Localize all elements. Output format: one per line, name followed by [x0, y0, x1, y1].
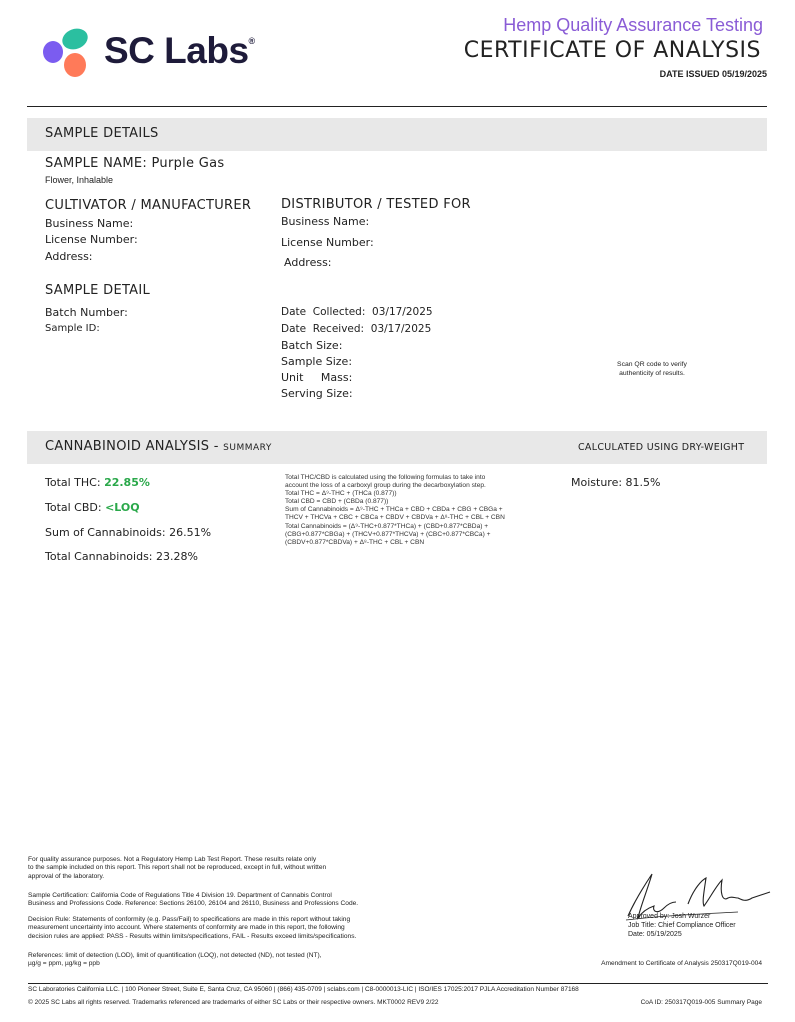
sample-details-heading: SAMPLE DETAILS — [45, 126, 159, 141]
moisture: Moisture: 81.5% — [571, 476, 661, 489]
date-collected: Date Collected: 03/17/2025 — [281, 306, 433, 318]
distributor-address: Address: — [284, 256, 332, 269]
coa-id: CoA ID: 250317Q019-005 Summary Page — [640, 999, 762, 1006]
references — [28, 952, 428, 969]
sample-name: SAMPLE NAME: Purple Gas — [45, 156, 225, 171]
formula-line: Total THC/CBD is calculated using the following formulas to take into — [285, 474, 486, 481]
brand-name: SC Labs® — [104, 30, 255, 71]
approval-date: Date: 05/19/2025 — [628, 930, 682, 938]
date-received: Date Received: 03/17/2025 — [281, 323, 432, 335]
sample-type: Flower, Inhalable — [45, 175, 114, 185]
formula-line: account the loss of a carboxyl group during the decarboxylation step. — [285, 482, 486, 490]
qa-line: to the sample included on this report. This report shall not be reproduced, except in full, without written — [28, 864, 327, 872]
total-cbd: Total CBD: <LOQ — [45, 501, 140, 514]
logo-purple-blob — [43, 41, 63, 63]
formula-notes — [285, 474, 550, 547]
decision-line: measurement uncertainty into account. Where statements of conformity are made in this report, the following — [28, 924, 345, 932]
qr-note — [594, 361, 710, 378]
total-cannabinoids: Total Cannabinoids: 23.28% — [45, 550, 198, 563]
cert-line: Sample Certification: California Code of Regulations Title 4 Division 19. Department of Cannabis Control — [28, 892, 332, 899]
decision-rule — [28, 916, 428, 941]
report-title: CERTIFICATE OF ANALYSIS — [463, 38, 761, 63]
cert-line: Business and Professions Code. Reference: Sections 26100, 26104 and 26110, Business and Professions Code. — [28, 900, 359, 908]
approval-block — [628, 913, 736, 939]
sample-id: Sample ID: — [45, 323, 100, 334]
total-thc: Total THC: 22.85% — [45, 476, 150, 489]
amendment-note: Amendment to Certificate of Analysis 250317Q019-004 — [601, 960, 762, 967]
report-subtitle: Hemp Quality Assurance Testing — [503, 15, 763, 35]
formula-line: (CBG+0.877*CBGa) + (THCV+0.877*THCVa) + (CBC+0.877*CBCa) + — [285, 530, 491, 538]
ref-line: µg/g = ppm, µg/kg = ppb — [28, 960, 100, 968]
qa-line: For quality assurance purposes. Not a Regulatory Hemp Lab Test Report. These results relate only — [28, 856, 317, 863]
formula-line: (CBDV+0.877*CBDVa) + Δ⁸-THC + CBL + CBN — [285, 538, 425, 546]
footer-divider — [28, 983, 768, 984]
distributor-business-name: Business Name: — [281, 215, 370, 228]
qa-line: approval of the laboratory. — [28, 872, 105, 880]
cultivator-business-name: Business Name: — [45, 217, 134, 230]
ref-line: References: limit of detection (LOD), limit of quantification (LOQ), not detected (ND), not tested (NT), — [28, 952, 322, 959]
logo-teal-blob — [59, 28, 90, 53]
decision-line: decision rules are applied: PASS - Results within limits/specifications, FAIL - Results exceed limits/specifications. — [28, 932, 357, 940]
cultivator-license-number: License Number: — [45, 233, 138, 246]
cannabinoid-heading-sub: SUMMARY — [223, 443, 272, 453]
qa-disclaimer — [28, 856, 428, 881]
dry-weight-basis: CALCULATED USING DRY-WEIGHT — [578, 442, 745, 453]
qr-note-line-2: authenticity of results. — [619, 369, 685, 377]
distributor-heading: DISTRIBUTOR / TESTED FOR — [281, 197, 471, 212]
formula-line: Total Cannabinoids = (Δ⁹-THC+0.877*THCa) + (CBD+0.877*CBDa) + — [285, 522, 489, 530]
distributor-license-number: License Number: — [281, 236, 374, 249]
cultivator-address: Address: — [45, 250, 93, 263]
formula-line: Sum of Cannabinoids = Δ⁹-THC + THCa + CBD + CBDa + CBG + CBGa + — [285, 506, 503, 514]
lab-info: SC Laboratories California LLC. | 100 Pioneer Street, Suite E, Santa Cruz, CA 95060 | (866) 435-0709 | sclabs.com | C8-0000013-LIC | ISO/IES 17025:2017 PJLA Accreditation Number 87168 — [28, 986, 579, 993]
date-issued: DATE ISSUED 05/19/2025 — [659, 69, 767, 79]
approved-by: Approved by: Josh Wurzer — [628, 913, 711, 920]
sum-of-cannabinoids: Sum of Cannabinoids: 26.51% — [45, 526, 212, 539]
header-divider — [27, 106, 767, 107]
registered-mark: ® — [248, 36, 255, 46]
unit-mass: Unit Mass: — [281, 371, 353, 384]
sample-size: Sample Size: — [281, 355, 353, 368]
cultivator-heading: CULTIVATOR / MANUFACTURER — [45, 198, 252, 213]
serving-size: Serving Size: — [281, 387, 353, 400]
formula-line: Total THC = Δ⁹-THC + (THCa (0.877)) — [285, 490, 397, 498]
formula-line: THCV + THCVa + CBC + CBCa + CBDV + CBDVa + Δ⁸-THC + CBL + CBN — [285, 514, 505, 522]
cannabinoid-heading: CANNABINOID ANALYSIS - SUMMARY — [45, 439, 272, 454]
formula-line: Total CBD = CBD + (CBDa (0.877)) — [285, 498, 389, 506]
logo-orange-blob — [64, 53, 86, 77]
job-title: Job Title: Chief Compliance Officer — [628, 921, 736, 929]
qr-note-line-1: Scan QR code to verify — [617, 361, 687, 368]
decision-line: Decision Rule: Statements of conformity (e.g. Pass/Fail) to specifications are made in this report without taking — [28, 916, 351, 923]
batch-size: Batch Size: — [281, 339, 343, 352]
copyright: © 2025 SC Labs all rights reserved. Trademarks referenced are trademarks of either SC Labs or their respective owners. MKT0002 REV9 2/22 — [28, 999, 439, 1006]
sc-labs-logo-icon — [42, 28, 94, 80]
sample-detail-heading: SAMPLE DETAIL — [45, 283, 151, 298]
batch-number: Batch Number: — [45, 306, 128, 319]
sample-certification — [28, 892, 428, 909]
total-cbd-value: <LOQ — [105, 501, 140, 514]
total-thc-value: 22.85% — [104, 476, 150, 489]
